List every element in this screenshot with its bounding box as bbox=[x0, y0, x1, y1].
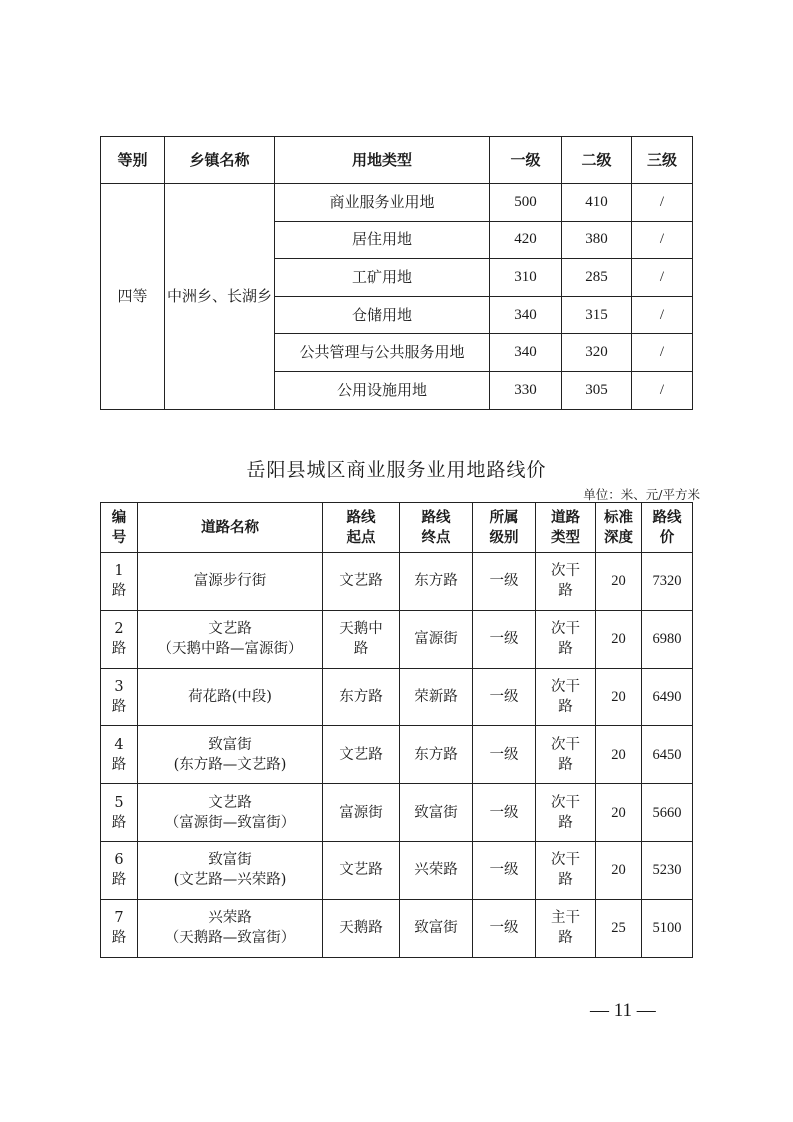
level-3-cell: / bbox=[632, 296, 693, 334]
road-price-table bbox=[100, 502, 693, 958]
end-cell: 荣新路 bbox=[400, 668, 473, 726]
id-cell: 4 路 bbox=[101, 726, 138, 784]
header-id: 编 号 bbox=[101, 503, 138, 553]
header-road-name: 道路名称 bbox=[138, 503, 323, 553]
end-cell: 致富街 bbox=[400, 784, 473, 842]
level-2-cell: 380 bbox=[562, 221, 632, 259]
grade-cell: 四等 bbox=[101, 184, 165, 410]
table-header-row bbox=[101, 503, 693, 553]
price-cell: 5100 bbox=[642, 899, 693, 957]
table-row bbox=[101, 668, 693, 726]
road-type-cell: 次干 路 bbox=[536, 784, 596, 842]
start-cell: 文艺路 bbox=[323, 841, 400, 899]
depth-cell: 20 bbox=[596, 610, 642, 668]
id-cell: 7 路 bbox=[101, 899, 138, 957]
depth-cell: 20 bbox=[596, 841, 642, 899]
level-cell: 一级 bbox=[473, 899, 536, 957]
depth-cell: 25 bbox=[596, 899, 642, 957]
page-number: — 11 — bbox=[590, 1000, 656, 1021]
road-name-cell: 文艺路 （富源街—致富街） bbox=[138, 784, 323, 842]
table-row bbox=[101, 553, 693, 611]
header-grade: 等别 bbox=[101, 137, 165, 184]
road-name-cell: 致富街 (东方路—文艺路) bbox=[138, 726, 323, 784]
table-row bbox=[101, 784, 693, 842]
road-type-cell: 次干 路 bbox=[536, 610, 596, 668]
header-level-1: 一级 bbox=[490, 137, 562, 184]
table-header-row bbox=[101, 137, 693, 184]
start-cell: 东方路 bbox=[323, 668, 400, 726]
table-row bbox=[101, 726, 693, 784]
start-cell: 文艺路 bbox=[323, 726, 400, 784]
end-cell: 致富街 bbox=[400, 899, 473, 957]
road-type-cell: 次干 路 bbox=[536, 553, 596, 611]
depth-cell: 20 bbox=[596, 668, 642, 726]
level-3-cell: / bbox=[632, 334, 693, 372]
land-grade-price-table bbox=[100, 136, 693, 410]
level-cell: 一级 bbox=[473, 553, 536, 611]
section-title: 岳阳县城区商业服务业用地路线价 bbox=[246, 459, 547, 481]
road-type-cell: 次干 路 bbox=[536, 726, 596, 784]
level-1-cell: 330 bbox=[490, 371, 562, 409]
level-1-cell: 420 bbox=[490, 221, 562, 259]
header-price: 路线 价 bbox=[642, 503, 693, 553]
township-cell: 中洲乡、长湖乡 bbox=[165, 184, 275, 410]
table-row bbox=[101, 610, 693, 668]
id-cell: 6 路 bbox=[101, 841, 138, 899]
level-cell: 一级 bbox=[473, 784, 536, 842]
land-type-cell: 商业服务业用地 bbox=[275, 184, 490, 222]
price-cell: 7320 bbox=[642, 553, 693, 611]
land-type-cell: 居住用地 bbox=[275, 221, 490, 259]
level-3-cell: / bbox=[632, 371, 693, 409]
header-township: 乡镇名称 bbox=[165, 137, 275, 184]
level-1-cell: 500 bbox=[490, 184, 562, 222]
road-name-cell: 兴荣路 （天鹅路—致富街） bbox=[138, 899, 323, 957]
level-cell: 一级 bbox=[473, 841, 536, 899]
level-1-cell: 310 bbox=[490, 259, 562, 297]
level-2-cell: 320 bbox=[562, 334, 632, 372]
start-cell: 天鹅路 bbox=[323, 899, 400, 957]
land-type-cell: 仓储用地 bbox=[275, 296, 490, 334]
id-cell: 1 路 bbox=[101, 553, 138, 611]
road-name-cell: 富源步行街 bbox=[138, 553, 323, 611]
end-cell: 富源街 bbox=[400, 610, 473, 668]
price-cell: 5230 bbox=[642, 841, 693, 899]
table-row bbox=[101, 841, 693, 899]
road-name-cell: 荷花路(中段) bbox=[138, 668, 323, 726]
id-cell: 5 路 bbox=[101, 784, 138, 842]
land-type-cell: 公共管理与公共服务用地 bbox=[275, 334, 490, 372]
table-row bbox=[101, 899, 693, 957]
road-type-cell: 次干 路 bbox=[536, 668, 596, 726]
level-cell: 一级 bbox=[473, 726, 536, 784]
level-2-cell: 315 bbox=[562, 296, 632, 334]
level-3-cell: / bbox=[632, 184, 693, 222]
price-cell: 6980 bbox=[642, 610, 693, 668]
depth-cell: 20 bbox=[596, 726, 642, 784]
road-name-cell: 文艺路 （天鹅中路—富源街） bbox=[138, 610, 323, 668]
end-cell: 东方路 bbox=[400, 726, 473, 784]
road-type-cell: 主干 路 bbox=[536, 899, 596, 957]
depth-cell: 20 bbox=[596, 553, 642, 611]
header-start: 路线 起点 bbox=[323, 503, 400, 553]
depth-cell: 20 bbox=[596, 784, 642, 842]
level-3-cell: / bbox=[632, 221, 693, 259]
road-type-cell: 次干 路 bbox=[536, 841, 596, 899]
header-level: 所属 级别 bbox=[473, 503, 536, 553]
price-cell: 6450 bbox=[642, 726, 693, 784]
end-cell: 兴荣路 bbox=[400, 841, 473, 899]
level-1-cell: 340 bbox=[490, 334, 562, 372]
header-depth: 标准 深度 bbox=[596, 503, 642, 553]
level-2-cell: 410 bbox=[562, 184, 632, 222]
price-cell: 5660 bbox=[642, 784, 693, 842]
level-3-cell: / bbox=[632, 259, 693, 297]
level-2-cell: 285 bbox=[562, 259, 632, 297]
id-cell: 2 路 bbox=[101, 610, 138, 668]
end-cell: 东方路 bbox=[400, 553, 473, 611]
land-type-cell: 工矿用地 bbox=[275, 259, 490, 297]
start-cell: 天鹅中 路 bbox=[323, 610, 400, 668]
level-2-cell: 305 bbox=[562, 371, 632, 409]
header-land-type: 用地类型 bbox=[275, 137, 490, 184]
start-cell: 富源街 bbox=[323, 784, 400, 842]
road-rows bbox=[101, 553, 693, 958]
level-cell: 一级 bbox=[473, 668, 536, 726]
id-cell: 3 路 bbox=[101, 668, 138, 726]
land-type-cell: 公用设施用地 bbox=[275, 371, 490, 409]
header-end: 路线 终点 bbox=[400, 503, 473, 553]
road-name-cell: 致富街 (文艺路—兴荣路) bbox=[138, 841, 323, 899]
price-cell: 6490 bbox=[642, 668, 693, 726]
table-row bbox=[101, 184, 693, 222]
header-level-2: 二级 bbox=[562, 137, 632, 184]
start-cell: 文艺路 bbox=[323, 553, 400, 611]
header-road-type: 道路 类型 bbox=[536, 503, 596, 553]
level-1-cell: 340 bbox=[490, 296, 562, 334]
header-level-3: 三级 bbox=[632, 137, 693, 184]
unit-note: 单位：米、元/平方米 bbox=[583, 487, 700, 502]
level-cell: 一级 bbox=[473, 610, 536, 668]
